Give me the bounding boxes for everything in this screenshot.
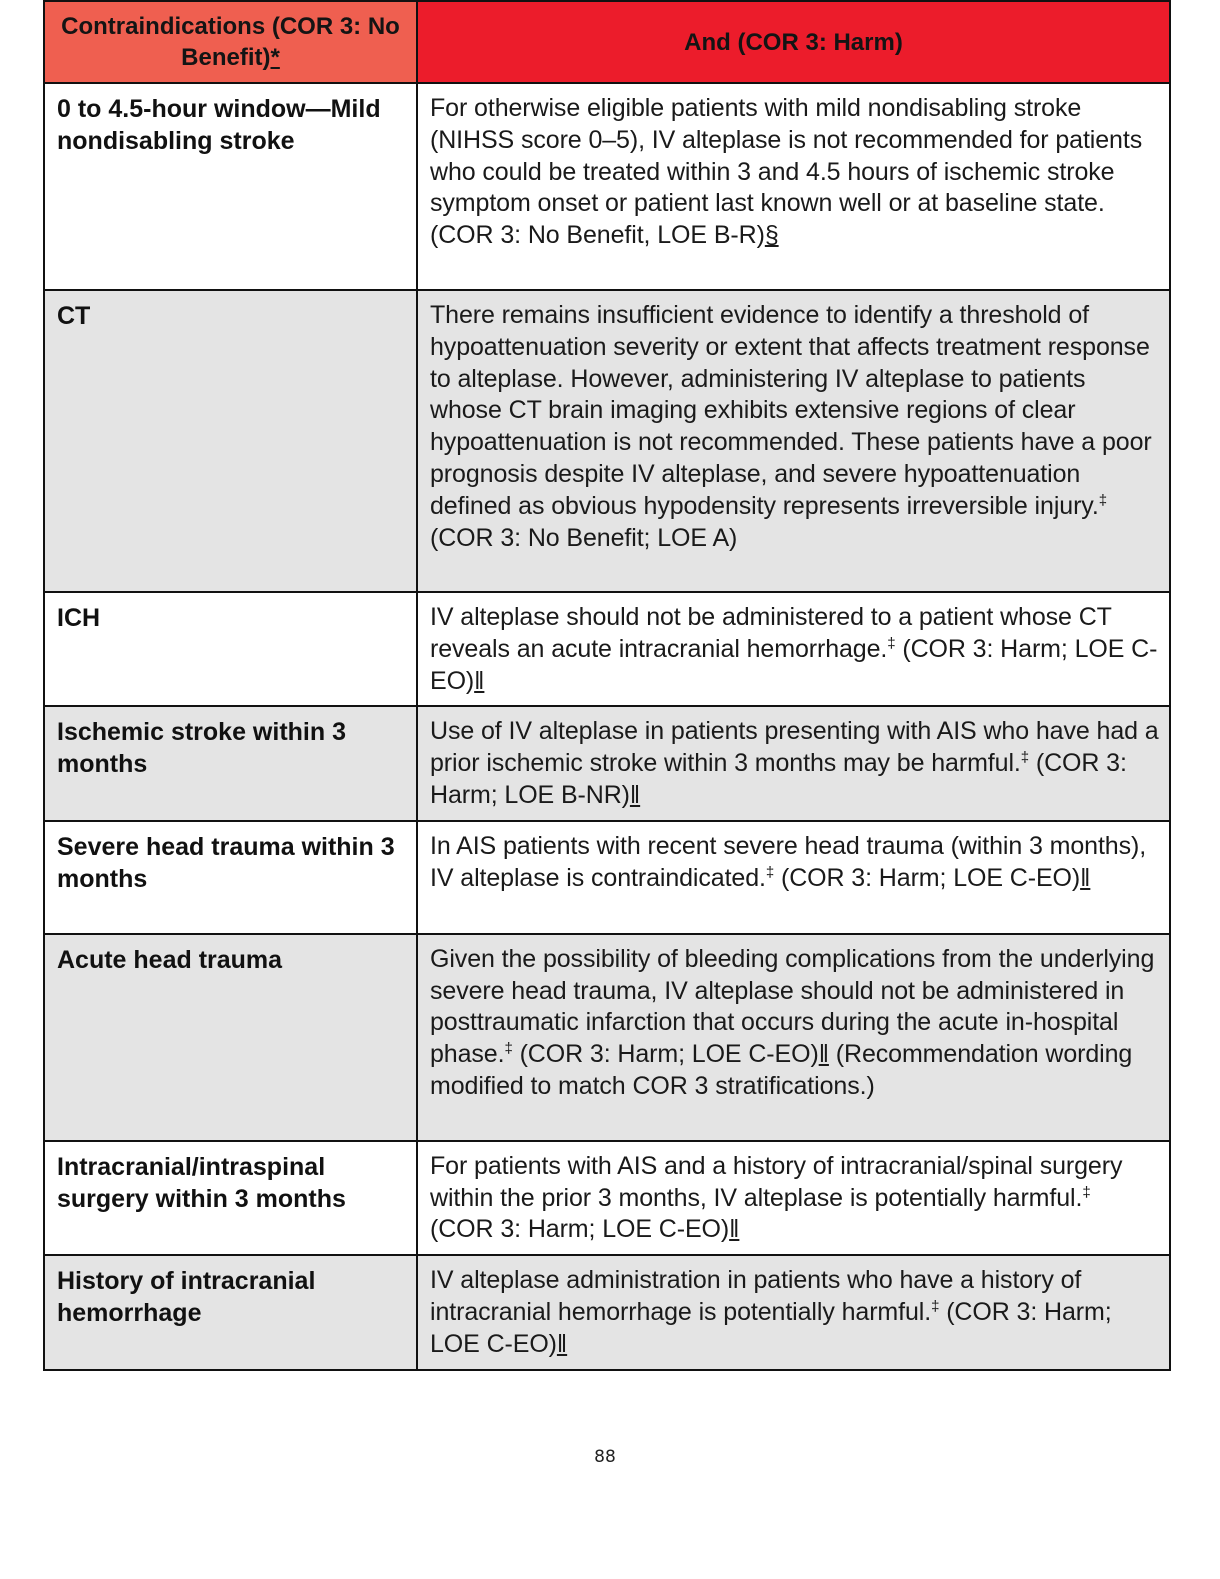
footnote-link[interactable]: ‖: [629, 780, 641, 809]
table-row: [44, 706, 1170, 820]
recommendation-text: IV alteplase administration in patients who have a history of intracranial hemorrhage is potentially harmful.: [430, 1266, 1082, 1326]
double-dagger-marker: ‡: [504, 1040, 513, 1058]
recommendation-text: Use of IV alteplase in patients presenting with AIS who have had a prior ischemic stroke within 3 months may be harmful.: [430, 717, 1159, 778]
double-dagger-marker: ‡: [765, 863, 775, 881]
cor-loe-text: (COR 3: Harm; LOE C-EO): [430, 634, 1158, 695]
row-label: ICH: [44, 592, 417, 706]
row-recommendation: [417, 821, 1170, 934]
cor-loe-text: (COR 3: Harm; LOE C-EO): [512, 1040, 819, 1069]
recommendation-text: There remains insufficient evidence to identify a threshold of hypoattenuation severity or extent that affects treatment response to alteplase. However, administering IV alteplase to patients whose CT brain imaging exhibits extensive regions of clear hypoattenuation is not recommended. These patients have a poor prognosis despite IV alteplase, and severe hypoattenuation defined as obvious hypodensity represents irreversible injury.: [430, 301, 1152, 520]
recommendation-text: For otherwise eligible patients with mild nondisabling stroke (NIHSS score 0–5), IV alteplase is not recommended for patients who could be treated within 3 and 4.5 hours of ischemic stroke symptom onset or patient last known well or at baseline state. (COR 3: No Benefit, LOE B-R): [430, 94, 1143, 250]
header-contraindications: [44, 1, 417, 83]
recommendation-text: Given the possibility of bleeding complications from the underlying severe head trauma, IV alteplase should not be administered in posttraumatic infarction that occurs during the acute in-hospital phase.: [430, 944, 1155, 1069]
double-dagger-marker: ‡: [1020, 749, 1029, 767]
row-recommendation: [417, 290, 1170, 592]
row-label: 0 to 4.5-hour window—Mild nondisabling stroke: [44, 83, 417, 290]
footnote-link[interactable]: ‖: [556, 1329, 568, 1358]
row-recommendation: [417, 1141, 1170, 1255]
header-footnote-marker[interactable]: *: [270, 44, 280, 71]
row-label: CT: [44, 290, 417, 592]
table-header-row: [44, 1, 1170, 83]
cor-loe-text: (COR 3: Harm; LOE C-EO): [430, 1297, 1112, 1358]
row-recommendation: [417, 592, 1170, 706]
double-dagger-marker: ‡: [887, 634, 896, 652]
table-row: [44, 83, 1170, 290]
cor-loe-text: (COR 3: No Benefit; LOE A): [430, 523, 738, 552]
footnote-link[interactable]: ‖: [474, 666, 485, 695]
cor-loe-text: (COR 3: Harm; LOE C-EO): [430, 1215, 730, 1244]
footnote-link[interactable]: §: [764, 221, 779, 250]
table-row: [44, 1141, 1170, 1255]
table-row: [44, 290, 1170, 592]
table-row: [44, 592, 1170, 706]
recommendation-text: IV alteplase should not be administered to a patient whose CT reveals an acute intracranial hemorrhage.: [430, 603, 1112, 663]
wording-note: (Recommendation wording modified to match COR 3 stratifications.): [430, 1040, 1133, 1100]
footnote-link[interactable]: ‖: [729, 1215, 740, 1244]
header-contraindications-label: Contraindications (COR 3: No Benefit): [61, 13, 400, 71]
footnote-link[interactable]: ‖: [1080, 863, 1091, 892]
header-harm: And (COR 3: Harm): [417, 1, 1170, 83]
double-dagger-marker: ‡: [1082, 1183, 1091, 1201]
page-number: 88: [594, 1447, 616, 1467]
table-row: [44, 821, 1170, 934]
contraindications-table: [43, 0, 1171, 1371]
row-recommendation: [417, 83, 1170, 290]
row-label: Acute head trauma: [44, 934, 417, 1141]
row-recommendation: [417, 934, 1170, 1141]
footnote-link[interactable]: ‖: [818, 1040, 829, 1069]
table-row: [44, 1255, 1170, 1369]
cor-loe-text: (COR 3: Harm; LOE C-EO): [774, 863, 1081, 892]
cor-loe-text: (COR 3: Harm; LOE B-NR): [430, 749, 1127, 809]
row-label: Ischemic stroke within 3 months: [44, 706, 417, 820]
double-dagger-marker: ‡: [1098, 491, 1107, 509]
row-label: Severe head trauma within 3 months: [44, 821, 417, 934]
recommendation-text: For patients with AIS and a history of intracranial/spinal surgery within the prior 3 months, IV alteplase is potentially harmful.: [430, 1151, 1123, 1212]
row-recommendation: [417, 706, 1170, 820]
row-recommendation: [417, 1255, 1170, 1369]
double-dagger-marker: ‡: [931, 1297, 940, 1315]
table-row: [44, 934, 1170, 1141]
row-label: History of intracranial hemorrhage: [44, 1255, 417, 1369]
recommendation-text: In AIS patients with recent severe head trauma (within 3 months), IV alteplase is contraindicated.: [430, 831, 1147, 892]
row-label: Intracranial/intraspinal surgery within 3 months: [44, 1141, 417, 1255]
